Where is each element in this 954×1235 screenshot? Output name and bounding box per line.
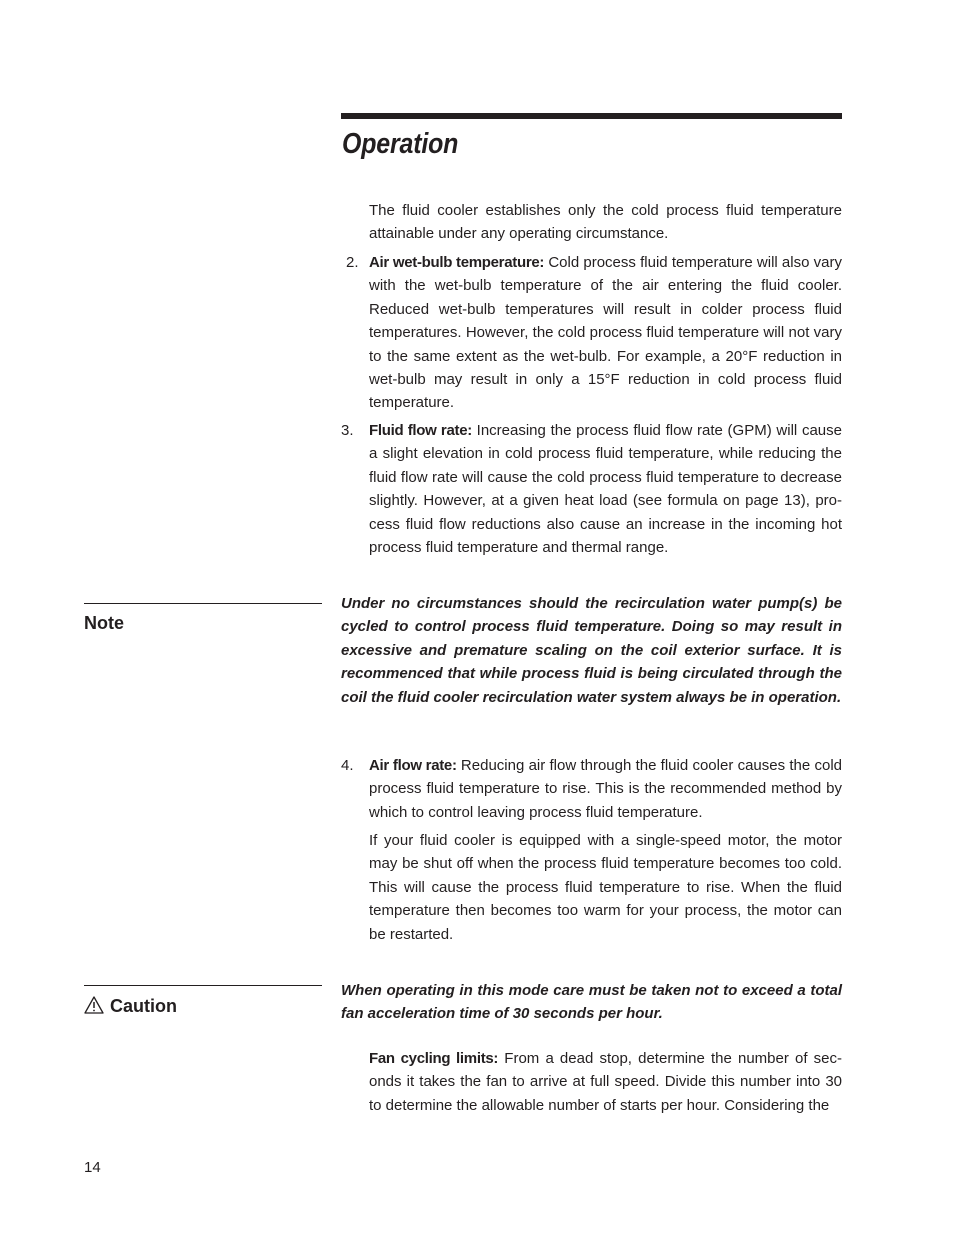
item-lead: Fluid flow rate: bbox=[369, 422, 472, 439]
fan-cycling-text: From a dead stop, determine the number of seconds it takes the fan to arrive at full speed. Divide this number into 30 to determine the allowable number of starts per hour. Considering the bbox=[369, 1050, 842, 1114]
note-rule bbox=[84, 603, 322, 604]
item-number: 3. bbox=[341, 422, 354, 439]
caution-label: Caution bbox=[110, 996, 177, 1016]
caution-text: When operating in this mode care must be taken not to exceed a total fan acceleration time of 30 seconds per hour. bbox=[341, 982, 842, 1023]
item-number: 2. bbox=[346, 254, 359, 271]
caution-rule bbox=[84, 985, 322, 986]
fan-cycling-lead: Fan cycling limits: bbox=[369, 1050, 499, 1067]
item-number: 4. bbox=[341, 757, 354, 774]
fan-cycling-paragraph bbox=[369, 1047, 842, 1117]
item-text: Reducing air flow through the fluid cooler causes the cold process fluid temperature to rise. This is the recommended method by which to control leaving process fluid temperature. bbox=[369, 757, 842, 821]
title-rule bbox=[341, 113, 842, 119]
intro-paragraph: The fluid cooler establishes only the cold process fluid temperature attainable under any operating circumstance. bbox=[369, 202, 842, 243]
item-air-flow-rate bbox=[369, 754, 842, 824]
note-text: Under no circumstances should the recirculation water pump(s) be cycled to control process fluid temperature. Doing so may result in excessive and premature scaling on the coil exterior surface. It is recommenced that while process fluid is being circulated through the coil the fluid cooler recirculation water system always be in operation. bbox=[341, 595, 842, 706]
note-label: Note bbox=[84, 613, 124, 633]
page-title: Operation bbox=[342, 128, 459, 160]
item-text: Increasing the process fluid flow rate (GPM) will cause a slight elevation in cold process fluid temperature, while reducing the fluid flow rate will cause the cold process fluid temperature to decrease slightly. However, at a given heat load (see formula on page 13), process fluid flow reductions also cause an increase in the incoming hot process fluid temperature and thermal range. bbox=[369, 422, 842, 557]
motor-paragraph: If your fluid cooler is equipped with a single-speed motor, the motor may be shut off when the process fluid temperature becomes too cold. This will cause the process fluid temperature to rise. When the fluid temperature then becomes too warm for your process, the motor can be restarted. bbox=[369, 832, 842, 943]
caution-heading bbox=[84, 996, 177, 1019]
warning-triangle-icon bbox=[84, 996, 104, 1019]
item-fluid-flow-rate bbox=[369, 419, 842, 559]
item-air-wet-bulb bbox=[369, 251, 842, 415]
item-lead: Air flow rate: bbox=[369, 757, 457, 774]
page-number: 14 bbox=[84, 1159, 101, 1176]
item-text: Cold process fluid temperature will also vary with the wet-bulb temperature of the air entering the fluid cooler. Reduced wet-bulb temperatures will result in colder process fluid temperatures. However, the cold process fluid temperature will not vary to the same extent as the wet-bulb. For example, a 20°F reduction in wet-bulb may result in only a 15°F reduction in cold process fluid temperature. bbox=[369, 254, 842, 412]
item-lead: Air wet-bulb temperature: bbox=[369, 254, 545, 271]
